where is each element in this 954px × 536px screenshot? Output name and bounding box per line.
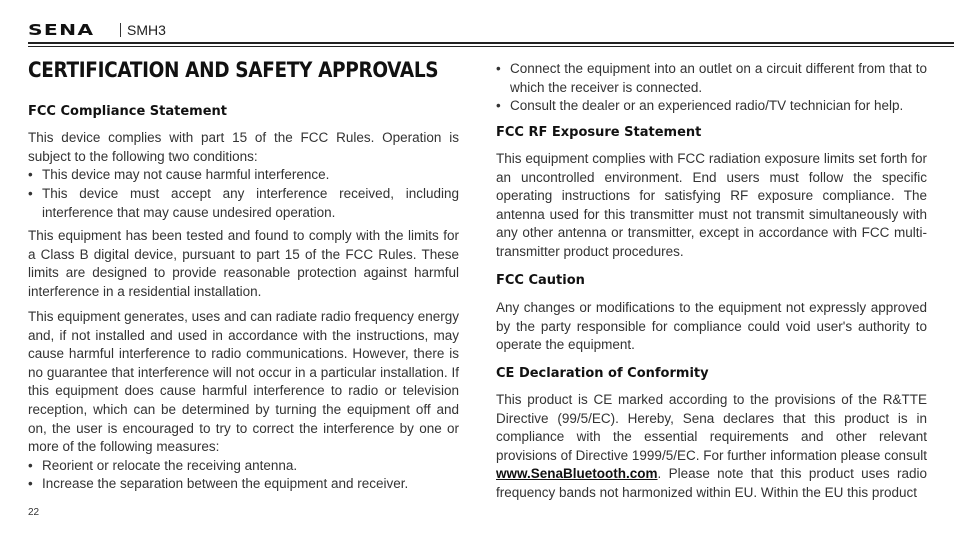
measure-item: • Increase the separation between the equipment and receiver. (28, 475, 459, 494)
header-rule-thick (28, 42, 954, 44)
logo-text: SENA (28, 21, 95, 39)
model-name: SMH3 (127, 22, 166, 38)
measure-item: • Reorient or relocate the receiving antenna. (28, 457, 459, 476)
fcc-rf-body: This equipment complies with FCC radiation exposure limits set forth for an uncontrolled environment. End users must follow the specific operating instructions for satisfying RF exposure compliance. The antenna used for this transmitter must not transmit simultaneously with any other antenna or transmitter, except in accordance with FCC multi-transmitter product procedures. (496, 151, 927, 259)
condition-item: • This device may not cause harmful interference. (28, 166, 459, 185)
sena-logo (28, 21, 120, 39)
fcc-rf-heading: FCC RF Exposure Statement (496, 125, 702, 140)
page-title: CERTIFICATION AND SAFETY APPROVALS (28, 58, 439, 82)
fcc-compliance-heading: FCC Compliance Statement (28, 104, 228, 119)
sena-website-link[interactable]: www.SenaBluetooth.com (496, 466, 658, 482)
ce-body-before: This product is CE marked according to the provisions of the R&TTE Directive (99/5/EC). Hereby, Sena declares that this product is in compliance with the essential requirements and other relevant provisions of Directive 1999/5/EC. For further information please consult (496, 392, 927, 463)
fcc-compliance-intro: This device complies with part 15 of the FCC Rules. Operation is subject to the following two conditions: (28, 130, 459, 164)
header-rule-thin (28, 46, 954, 47)
ce-body-after: . Please note that this product uses radio frequency bands not harmonized within EU. Within the EU this product (496, 466, 927, 500)
page-number: 22 (28, 507, 40, 518)
condition-item: • This device must accept any interference received, including interference that may cause undesired operation. (28, 185, 459, 222)
fcc-compliance-para2: This equipment has been tested and found to comply with the limits for a Class B digital device, pursuant to part 15 of the FCC Rules. These limits are designed to provide reasonable protection against harmful interference in a residential installation. (28, 228, 459, 299)
measure-item: • Connect the equipment into an outlet on a circuit different from that to which the receiver is connected. (496, 60, 927, 97)
page-header (28, 18, 166, 42)
measure-item: • Consult the dealer or an experienced radio/TV technician for help. (496, 97, 927, 116)
fcc-caution-body: Any changes or modifications to the equipment not expressly approved by the party responsible for compliance could void user's authority to operate the equipment. (496, 300, 927, 353)
ce-heading: CE Declaration of Conformity (496, 366, 709, 381)
ce-body (496, 391, 927, 503)
fcc-compliance-para3: This equipment generates, uses and can radiate radio frequency energy and, if not installed and used in accordance with the instructions, may cause harmful interference to radio communications. However, there is no guarantee that interference will not occur in a particular installation. If this equipment does cause harmful interference to radio or television reception, which can be determined by turning the equipment off and on, the user is encouraged to try to correct the interference by one or more of the following measures: (28, 309, 459, 455)
fcc-caution-heading: FCC Caution (496, 273, 585, 288)
